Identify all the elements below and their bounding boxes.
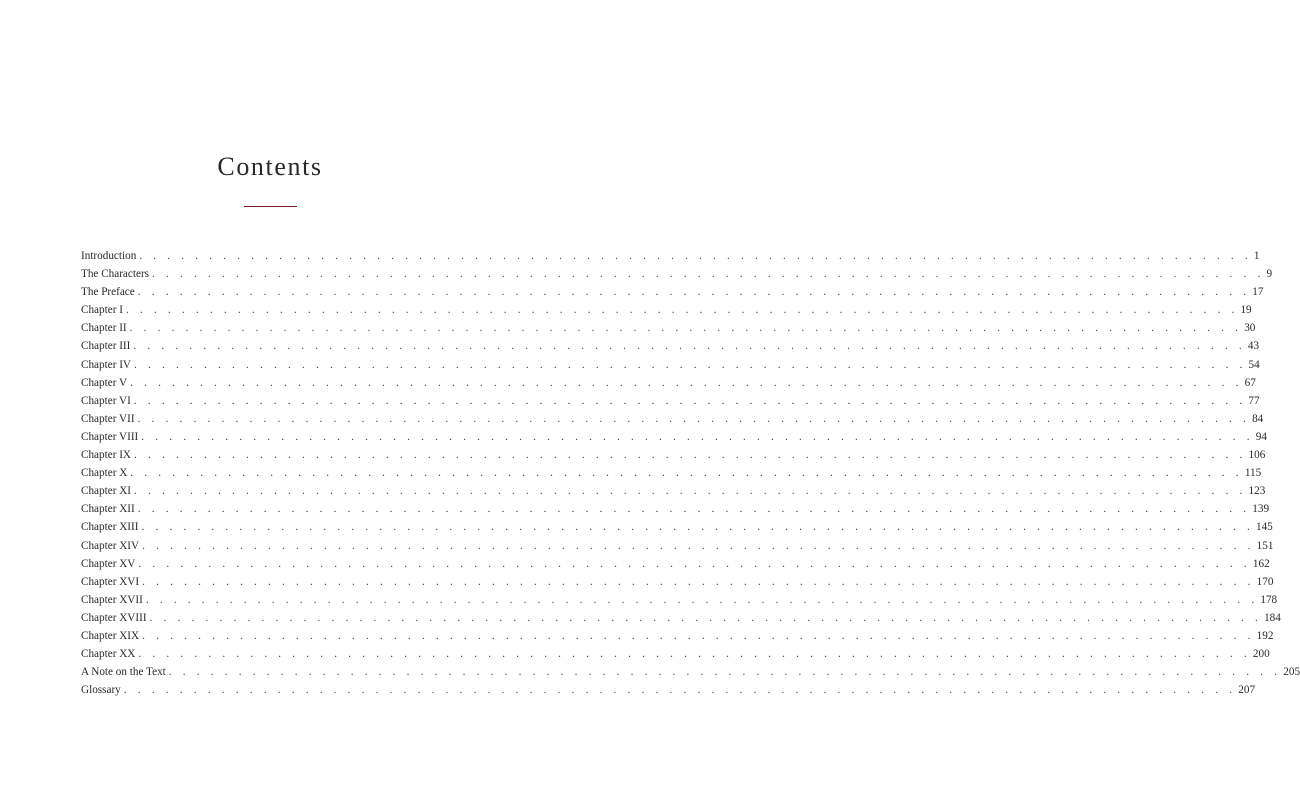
toc-entry-page-number: 207 [1238, 684, 1256, 697]
toc-entry[interactable] [81, 410, 1264, 428]
dot-leader: . . . . . . . . . . . . . . . . . . . . . . . . . . . . . . . . . . . . . . . . . . . . . . . . . . . . . . . . . . . . . . . . . . . . . . . . . . . . . . . . [137, 412, 1251, 425]
toc-entry-label: Chapter XVII [81, 593, 143, 606]
toc-entry-label: Chapter IX [81, 449, 132, 462]
dot-leader: . . . . . . . . . . . . . . . . . . . . . . . . . . . . . . . . . . . . . . . . . . . . . . . . . . . . . . . . . . . . . . . . . . . . . . . . . . . . . . . . [139, 250, 1252, 262]
toc-entry[interactable] [81, 319, 1256, 337]
dot-leader: . . . . . . . . . . . . . . . . . . . . . . . . . . . . . . . . . . . . . . . . . . . . . . . . . . . . . . . . . . . . . . . . . . . . . . . . . . . . . . . . [129, 322, 1243, 335]
toc-entry[interactable] [81, 428, 1267, 446]
toc-entry[interactable] [81, 392, 1260, 410]
toc-entry-page-number: 184 [1264, 611, 1281, 624]
dot-leader: . . . . . . . . . . . . . . . . . . . . . . . . . . . . . . . . . . . . . . . . . . . . . . . . . . . . . . . . . . . . . . . . . . . . . . . . . . . . . . . . [142, 575, 1255, 588]
toc-entry-page-number: 162 [1252, 557, 1270, 570]
toc-entry-label: Chapter XV [81, 557, 136, 570]
dot-leader: . . . . . . . . . . . . . . . . . . . . . . . . . . . . . . . . . . . . . . . . . . . . . . . . . . . . . . . . . . . . . . . . . . . . . . . . . . . . . . . . [138, 557, 1251, 570]
toc-entry-label: A Note on the Text [81, 666, 166, 679]
dot-leader: . . . . . . . . . . . . . . . . . . . . . . . . . . . . . . . . . . . . . . . . . . . . . . . . . . . . . . . . . . . . . . . . . . . . . . . . . . . . . . . . [123, 684, 1237, 697]
toc-entry-label: Chapter V [81, 376, 128, 389]
dot-leader: . . . . . . . . . . . . . . . . . . . . . . . . . . . . . . . . . . . . . . . . . . . . . . . . . . . . . . . . . . . . . . . . . . . . . . . . . . . . . . . . [130, 376, 1243, 389]
dot-leader: . . . . . . . . . . . . . . . . . . . . . . . . . . . . . . . . . . . . . . . . . . . . . . . . . . . . . . . . . . . . . . . . . . . . . . . . . . . . . . . . [133, 394, 1247, 407]
toc-entry-label: The Characters [81, 268, 150, 281]
dot-leader: . . . . . . . . . . . . . . . . . . . . . . . . . . . . . . . . . . . . . . . . . . . . . . . . . . . . . . . . . . . . . . . . . . . . . . . . . . . . . . . . [137, 503, 1251, 516]
dot-leader: . . . . . . . . . . . . . . . . . . . . . . . . . . . . . . . . . . . . . . . . . . . . . . . . . . . . . . . . . . . . . . . . . . . . . . . . . . . . . . . . [141, 430, 1254, 443]
toc-entry-label: Chapter XI [81, 485, 132, 498]
dot-leader: . . . . . . . . . . . . . . . . . . . . . . . . . . . . . . . . . . . . . . . . . . . . . . . . . . . . . . . . . . . . . . . . . . . . . . . . . . . . . . . . [152, 268, 1265, 281]
toc-entry[interactable] [81, 464, 1262, 482]
toc-entry-page-number: 9 [1266, 268, 1273, 281]
toc-entry-label: Chapter XIII [81, 521, 139, 534]
toc-entry-label: Introduction [81, 250, 137, 262]
toc-entry-page-number: 43 [1247, 340, 1260, 353]
toc-entry-page-number: 67 [1244, 376, 1256, 389]
toc-entry[interactable] [81, 500, 1270, 518]
toc-entry-page-number: 200 [1252, 648, 1270, 661]
toc-entry-label: Chapter XX [81, 648, 136, 661]
toc-entry[interactable] [81, 663, 1300, 681]
toc-entry[interactable] [81, 555, 1270, 573]
dot-leader: . . . . . . . . . . . . . . . . . . . . . . . . . . . . . . . . . . . . . . . . . . . . . . . . . . . . . . . . . . . . . . . . . . . . . . . . . . . . . . . . [138, 648, 1251, 661]
toc-entry[interactable] [81, 337, 1260, 355]
toc-entry-label: Chapter IV [81, 358, 132, 371]
dot-leader: . . . . . . . . . . . . . . . . . . . . . . . . . . . . . . . . . . . . . . . . . . . . . . . . . . . . . . . . . . . . . . . . . . . . . . . . . . . . . . . . [133, 340, 1246, 353]
toc-entry-page-number: 192 [1256, 629, 1274, 642]
toc-entry-label: Chapter II [81, 322, 127, 335]
toc-entry-page-number: 77 [1248, 394, 1260, 407]
toc-entry[interactable] [81, 627, 1274, 645]
toc-entry[interactable] [81, 482, 1266, 500]
toc-entry[interactable] [81, 537, 1274, 555]
toc-entry-label: Chapter XVI [81, 575, 140, 588]
toc-entry[interactable] [81, 374, 1256, 392]
dot-leader: . . . . . . . . . . . . . . . . . . . . . . . . . . . . . . . . . . . . . . . . . . . . . . . . . . . . . . . . . . . . . . . . . . . . . . . . . . . . . . . . [149, 611, 1263, 624]
toc-entry[interactable] [81, 283, 1264, 301]
toc-entry[interactable] [81, 301, 1252, 319]
dot-leader: . . . . . . . . . . . . . . . . . . . . . . . . . . . . . . . . . . . . . . . . . . . . . . . . . . . . . . . . . . . . . . . . . . . . . . . . . . . . . . . . [142, 539, 1255, 552]
toc-entry-label: Chapter VII [81, 412, 135, 425]
dot-leader: . . . . . . . . . . . . . . . . . . . . . . . . . . . . . . . . . . . . . . . . . . . . . . . . . . . . . . . . . . . . . . . . . . . . . . . . . . . . . . . . [130, 467, 1243, 480]
dot-leader: . . . . . . . . . . . . . . . . . . . . . . . . . . . . . . . . . . . . . . . . . . . . . . . . . . . . . . . . . . . . . . . . . . . . . . . . . . . . . . . . [134, 449, 1247, 462]
toc-entry-label: Chapter XIV [81, 539, 140, 552]
title-divider [244, 206, 297, 207]
toc-entry[interactable] [81, 446, 1266, 464]
toc-entry-label: The Preface [81, 286, 135, 299]
toc-entry[interactable] [81, 265, 1273, 283]
toc-entry-page-number: 151 [1256, 539, 1274, 552]
dot-leader: . . . . . . . . . . . . . . . . . . . . . . . . . . . . . . . . . . . . . . . . . . . . . . . . . . . . . . . . . . . . . . . . . . . . . . . . . . . . . . . . [145, 593, 1259, 606]
toc-entry-label: Chapter VIII [81, 430, 139, 443]
toc-entry-page-number: 178 [1260, 593, 1278, 606]
page-title: Contents [217, 152, 323, 181]
toc-entry[interactable] [81, 681, 1256, 699]
toc-entry-label: Chapter XIX [81, 629, 140, 642]
dot-leader: . . . . . . . . . . . . . . . . . . . . . . . . . . . . . . . . . . . . . . . . . . . . . . . . . . . . . . . . . . . . . . . . . . . . . . . . . . . . . . . . [125, 304, 1239, 317]
toc-entry-label: Chapter VI [81, 394, 131, 407]
dot-leader: . . . . . . . . . . . . . . . . . . . . . . . . . . . . . . . . . . . . . . . . . . . . . . . . . . . . . . . . . . . . . . . . . . . . . . . . . . . . . . . . [168, 666, 1282, 679]
dot-leader: . . . . . . . . . . . . . . . . . . . . . . . . . . . . . . . . . . . . . . . . . . . . . . . . . . . . . . . . . . . . . . . . . . . . . . . . . . . . . . . . [134, 485, 1247, 498]
toc-entry-label: Chapter III [81, 340, 131, 353]
dot-leader: . . . . . . . . . . . . . . . . . . . . . . . . . . . . . . . . . . . . . . . . . . . . . . . . . . . . . . . . . . . . . . . . . . . . . . . . . . . . . . . . [142, 629, 1255, 642]
toc-entry-label: Chapter XII [81, 503, 135, 516]
toc-entry-label: Glossary [81, 684, 121, 697]
toc-entry-page-number: 1 [1253, 250, 1260, 262]
toc-entry[interactable] [81, 609, 1281, 627]
toc-entry[interactable] [81, 573, 1274, 591]
toc-entry-page-number: 84 [1252, 412, 1264, 425]
dot-leader: . . . . . . . . . . . . . . . . . . . . . . . . . . . . . . . . . . . . . . . . . . . . . . . . . . . . . . . . . . . . . . . . . . . . . . . . . . . . . . . . [141, 521, 1254, 534]
toc-entry-page-number: 170 [1256, 575, 1274, 588]
toc-entry[interactable] [81, 591, 1278, 609]
toc-entry-page-number: 115 [1244, 467, 1262, 480]
toc-entry-page-number: 106 [1248, 449, 1266, 462]
toc-entry[interactable] [81, 645, 1270, 663]
table-of-contents [81, 247, 1300, 699]
toc-entry-label: Chapter I [81, 304, 123, 317]
dot-leader: . . . . . . . . . . . . . . . . . . . . . . . . . . . . . . . . . . . . . . . . . . . . . . . . . . . . . . . . . . . . . . . . . . . . . . . . . . . . . . . . [137, 286, 1251, 299]
toc-entry-page-number: 145 [1255, 521, 1273, 534]
toc-entry-page-number: 30 [1244, 322, 1256, 335]
toc-entry-page-number: 139 [1252, 503, 1270, 516]
dot-leader: . . . . . . . . . . . . . . . . . . . . . . . . . . . . . . . . . . . . . . . . . . . . . . . . . . . . . . . . . . . . . . . . . . . . . . . . . . . . . . . . [134, 358, 1247, 371]
toc-entry-page-number: 123 [1248, 485, 1266, 498]
toc-entry[interactable] [81, 518, 1273, 536]
toc-entry-page-number: 17 [1252, 286, 1264, 299]
toc-entry[interactable] [81, 356, 1260, 374]
toc-entry-page-number: 19 [1240, 304, 1252, 317]
toc-entry-label: Chapter XVIII [81, 611, 147, 624]
toc-entry[interactable] [81, 247, 1260, 265]
toc-entry-label: Chapter X [81, 467, 128, 480]
toc-entry-page-number: 205 [1283, 666, 1300, 679]
toc-entry-page-number: 94 [1255, 430, 1267, 443]
toc-entry-page-number: 54 [1248, 358, 1260, 371]
